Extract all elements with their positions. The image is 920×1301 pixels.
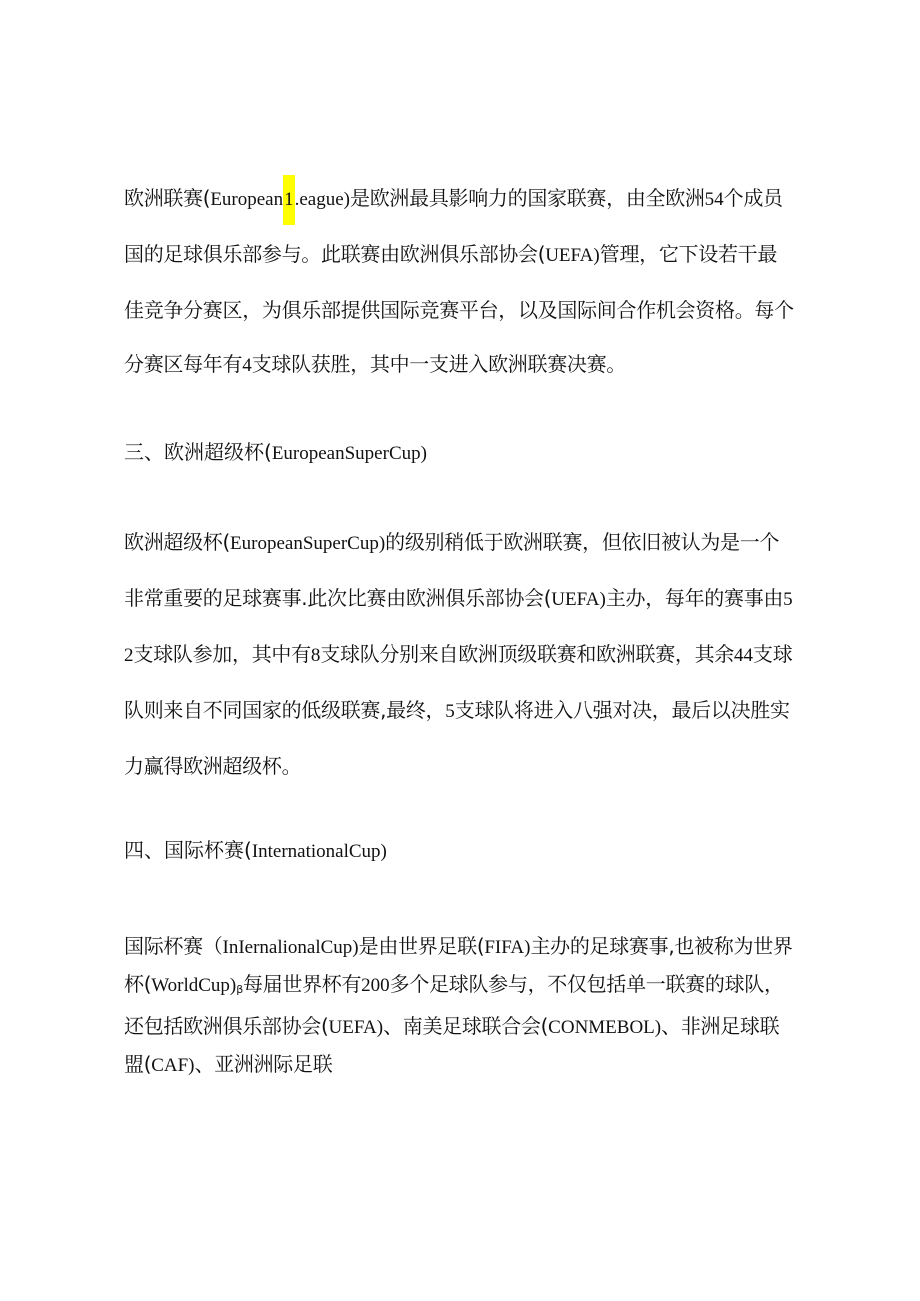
text-run: 欧洲联赛( [124, 186, 211, 210]
text-run: CONMEBOL) [548, 1017, 662, 1038]
text-run: 国际杯赛（ [124, 934, 223, 958]
text-run: 主办，每年的赛事由 [605, 586, 784, 610]
text-run: UEFA) [551, 589, 606, 610]
text-run: European [210, 189, 284, 210]
text-run: 个成员国的足球俱乐部参与。此联赛由欧洲俱乐部协会( [124, 186, 783, 266]
heading-text: 四、国际杯赛( [124, 838, 252, 862]
text-run: 支球队参加，其中有 [133, 642, 311, 666]
text-run: 44 [734, 645, 754, 666]
text-run: 4 [242, 355, 252, 376]
text-run: InIernalionalCup) [222, 937, 359, 958]
text-run: 多个足球队参与，不仅包括单一联赛的球队，还包括欧洲俱乐部协会( [124, 972, 784, 1038]
text-run: 支球队获胜，其中一支进入欧洲联赛决赛。 [251, 352, 627, 376]
text-run: 支球队分别来自欧洲顶级联赛和欧洲联赛，其余 [320, 642, 735, 666]
text-run: 管理，它下设若干最佳竞争分赛区，为俱乐部提供国际竞赛平台，以及国际间合作机会资格。每个分赛区每年有 [124, 242, 794, 376]
heading-text: 三、欧洲超级杯( [124, 440, 272, 464]
text-run: 、亚洲洲际足联 [194, 1052, 333, 1076]
text-run: 5 [445, 701, 455, 722]
text-run: β [236, 983, 243, 996]
text-run: 是由世界足联( [358, 934, 485, 958]
text-run: 主办的足球赛事,也被称为世界杯( [124, 934, 793, 996]
heading-latin-text: InternationalCup) [251, 841, 387, 862]
heading-latin-text: EuropeanSuperCup) [271, 443, 427, 464]
text-run: 、非洲足球联盟( [124, 1014, 780, 1076]
text-run: 200 [361, 975, 390, 996]
text-run: .eague) [294, 189, 351, 210]
highlighted-text: 1 [283, 175, 295, 225]
text-run: EuropeanSuperCup) [230, 533, 386, 554]
text-run: UEFA) [545, 245, 600, 266]
text-run: FIFA) [484, 937, 531, 958]
text-run: 每届世界杯有 [242, 972, 362, 996]
text-run: 8 [310, 645, 321, 666]
text-run: UEFA) [328, 1017, 384, 1038]
text-run: WorldCup) [151, 975, 237, 996]
section-heading-international-cup [124, 835, 387, 867]
text-run: 支球队则来自不同国家的低级联赛,最终， [124, 642, 793, 722]
text-run: 支球队将进入八强对决，最后以决胜实力赢得欧洲超级杯。 [124, 698, 790, 778]
text-run: CAF) [151, 1055, 195, 1076]
text-run: 欧洲超级杯( [124, 530, 231, 554]
text-run: 的级别稍低于欧洲联赛，但依旧被认为是一个非常重要的足球赛事.此次比赛由欧洲俱乐部协会( [124, 530, 780, 610]
text-run: 、南美足球联合会( [383, 1014, 549, 1038]
text-run: 52 [124, 589, 793, 666]
paragraph-european-league [124, 171, 796, 393]
text-run: 是欧洲最具影响力的国家联赛，由全欧洲 [350, 186, 705, 210]
paragraph-international-cup [124, 928, 796, 1084]
section-heading-european-super-cup [124, 437, 427, 469]
text-run: 54 [704, 189, 724, 210]
paragraph-european-super-cup [124, 515, 796, 793]
